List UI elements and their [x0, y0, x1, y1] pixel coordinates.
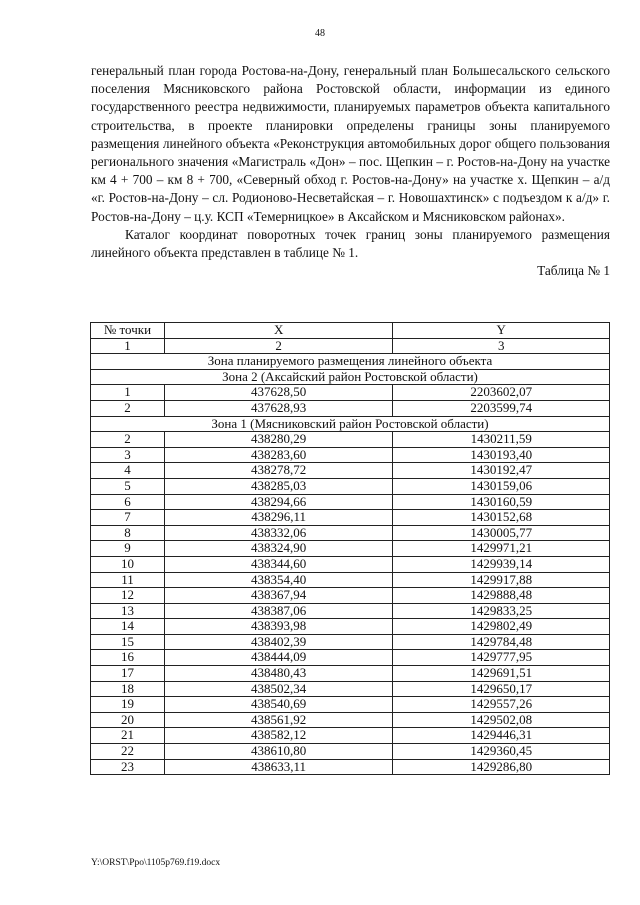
x-value: 438502,34 — [164, 681, 393, 697]
point-number: 8 — [91, 525, 165, 541]
file-path-footer: Y:\ORST\Ppo\1105p769.f19.docx — [91, 858, 221, 868]
table-row — [91, 510, 610, 526]
table-row — [91, 478, 610, 494]
point-number: 20 — [91, 712, 165, 728]
x-value: 438633,11 — [164, 759, 393, 775]
point-number: 21 — [91, 728, 165, 744]
y-value: 1429939,14 — [393, 556, 610, 572]
y-value: 1429777,95 — [393, 650, 610, 666]
y-value: 1429360,45 — [393, 744, 610, 760]
table-row — [91, 744, 610, 760]
table-row — [91, 400, 610, 416]
table-row — [91, 385, 610, 401]
point-number: 13 — [91, 603, 165, 619]
y-value: 1429971,21 — [393, 541, 610, 557]
table-row — [91, 634, 610, 650]
zone-1-title: Зона 1 (Мясниковский район Ростовской области) — [91, 416, 610, 432]
y-value: 1430193,40 — [393, 447, 610, 463]
body-text — [91, 62, 610, 280]
table-row — [91, 650, 610, 666]
table-row — [91, 525, 610, 541]
x-value: 438283,60 — [164, 447, 393, 463]
header-point-number: № точки — [91, 323, 165, 339]
x-value: 438402,39 — [164, 634, 393, 650]
x-value: 438285,03 — [164, 478, 393, 494]
table-row — [91, 697, 610, 713]
point-number: 5 — [91, 478, 165, 494]
point-number: 18 — [91, 681, 165, 697]
x-value: 438354,40 — [164, 572, 393, 588]
y-value: 1429446,31 — [393, 728, 610, 744]
x-value: 438444,09 — [164, 650, 393, 666]
page-number: 48 — [315, 28, 325, 39]
table-row — [91, 759, 610, 775]
x-value: 438332,06 — [164, 525, 393, 541]
x-value: 438294,66 — [164, 494, 393, 510]
y-value: 1429557,26 — [393, 697, 610, 713]
header-x: X — [164, 323, 393, 339]
y-value: 1429833,25 — [393, 603, 610, 619]
x-value: 437628,93 — [164, 400, 393, 416]
table-row — [91, 494, 610, 510]
y-value: 1429917,88 — [393, 572, 610, 588]
x-value: 438367,94 — [164, 588, 393, 604]
x-value: 438280,29 — [164, 432, 393, 448]
y-value: 1429888,48 — [393, 588, 610, 604]
zone-2-title-row — [91, 369, 610, 385]
table-title: Зона планируемого размещения линейного объекта — [91, 354, 610, 370]
y-value: 1430005,77 — [393, 525, 610, 541]
table-row — [91, 588, 610, 604]
point-number: 11 — [91, 572, 165, 588]
column-number: 1 — [91, 338, 165, 354]
point-number: 2 — [91, 400, 165, 416]
x-value: 438387,06 — [164, 603, 393, 619]
point-number: 2 — [91, 432, 165, 448]
x-value: 438480,43 — [164, 666, 393, 682]
column-number-row — [91, 338, 610, 354]
table-row — [91, 541, 610, 557]
point-number: 7 — [91, 510, 165, 526]
x-value: 438278,72 — [164, 463, 393, 479]
header-y: Y — [393, 323, 610, 339]
column-number: 3 — [393, 338, 610, 354]
y-value: 1429802,49 — [393, 619, 610, 635]
table-row — [91, 603, 610, 619]
table-row — [91, 463, 610, 479]
x-value: 438393,98 — [164, 619, 393, 635]
zone-1-title-row — [91, 416, 610, 432]
table-row — [91, 681, 610, 697]
point-number: 16 — [91, 650, 165, 666]
x-value: 438561,92 — [164, 712, 393, 728]
table-header-row — [91, 323, 610, 339]
paragraph-intro: генеральный план города Ростова-на-Дону, генеральный план Большесальского сельского поселения Мясниковского района Ростовской области, информации из единого государственного реестра недвижимости, планируемых параметров объекта капитального строительства, в проекте планировки определены границы зоны планируемого размещения линейного объекта «Реконструкция автомобильных дорог общего пользования регионального значения «Магистраль «Дон» – пос. Щепкин – г. Ростов-на-Дону на участке км 4 + 700 – км 8 + 700, «Северный обход г. Ростов-на-Дону» на участке х. Щепкин – а/д «г. Ростов-на-Дону – сл. Родионово-Несветайская – г. Новошахтинск» с подъездом к а/д» г. Ростов-на-Дону – ц.у. КСП «Темерницкое» в Аксайском и Мясниковском районах». — [91, 63, 610, 224]
y-value: 1429784,48 — [393, 634, 610, 650]
y-value: 1430192,47 — [393, 463, 610, 479]
y-value: 2203599,74 — [393, 400, 610, 416]
coordinates-table — [90, 322, 610, 775]
point-number: 23 — [91, 759, 165, 775]
point-number: 14 — [91, 619, 165, 635]
y-value: 1430160,59 — [393, 494, 610, 510]
point-number: 4 — [91, 463, 165, 479]
x-value: 438610,80 — [164, 744, 393, 760]
x-value: 438582,12 — [164, 728, 393, 744]
point-number: 15 — [91, 634, 165, 650]
y-value: 1429502,08 — [393, 712, 610, 728]
y-value: 2203602,07 — [393, 385, 610, 401]
zone-2-title: Зона 2 (Аксайский район Ростовской области) — [91, 369, 610, 385]
point-number: 9 — [91, 541, 165, 557]
point-number: 22 — [91, 744, 165, 760]
table-row — [91, 556, 610, 572]
table-row — [91, 432, 610, 448]
x-value: 438324,90 — [164, 541, 393, 557]
table-caption: Таблица № 1 — [537, 263, 610, 279]
y-value: 1430211,59 — [393, 432, 610, 448]
point-number: 12 — [91, 588, 165, 604]
table-body — [91, 338, 610, 775]
point-number: 3 — [91, 447, 165, 463]
point-number: 17 — [91, 666, 165, 682]
x-value: 438344,60 — [164, 556, 393, 572]
point-number: 19 — [91, 697, 165, 713]
x-value: 438296,11 — [164, 510, 393, 526]
table-row — [91, 712, 610, 728]
y-value: 1429691,51 — [393, 666, 610, 682]
paragraph-catalog: Каталог координат поворотных точек границ зоны планируемого размещения линейного объекта представлен в таблице № 1. — [91, 226, 610, 261]
y-value: 1430152,68 — [393, 510, 610, 526]
x-value: 437628,50 — [164, 385, 393, 401]
table-row — [91, 666, 610, 682]
point-number: 6 — [91, 494, 165, 510]
table-row — [91, 447, 610, 463]
point-number: 1 — [91, 385, 165, 401]
column-number: 2 — [164, 338, 393, 354]
point-number: 10 — [91, 556, 165, 572]
table-row — [91, 728, 610, 744]
table-row — [91, 619, 610, 635]
x-value: 438540,69 — [164, 697, 393, 713]
y-value: 1429286,80 — [393, 759, 610, 775]
table-title-row — [91, 354, 610, 370]
table-row — [91, 572, 610, 588]
y-value: 1429650,17 — [393, 681, 610, 697]
y-value: 1430159,06 — [393, 478, 610, 494]
